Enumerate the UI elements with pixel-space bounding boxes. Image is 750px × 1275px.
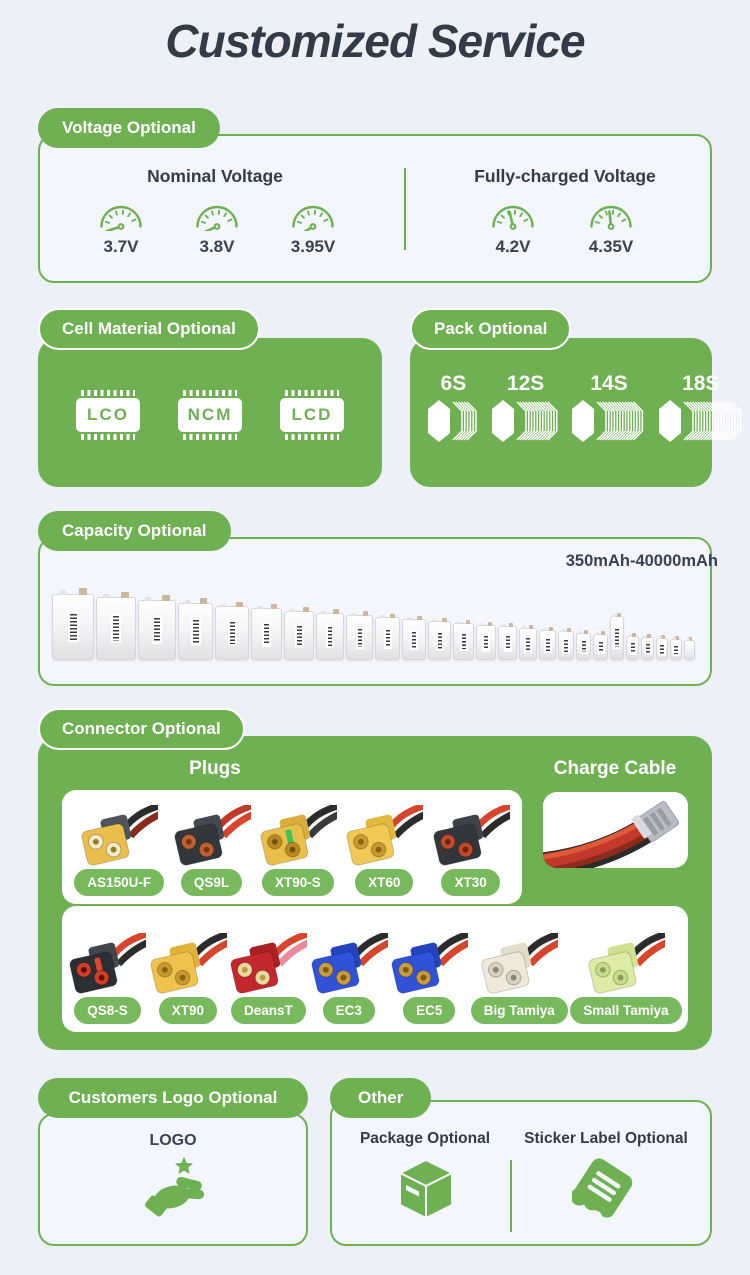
battery-tab [632, 633, 636, 637]
battery-barcode [484, 636, 488, 650]
battery-barcode [546, 639, 550, 651]
battery-cell [656, 638, 668, 660]
plugs-heading: Plugs [189, 758, 241, 779]
battery-tab [466, 620, 470, 624]
sticker-label-icon [572, 1156, 634, 1224]
battery-cell [626, 636, 639, 660]
battery-cell [476, 625, 496, 660]
plug-item-ec3 [310, 933, 388, 1024]
voltage-gauge [268, 200, 358, 257]
battery-barcode [526, 638, 530, 651]
gauge-icon [194, 200, 240, 231]
battery-tab [236, 602, 243, 607]
battery-tab [433, 619, 436, 622]
battery-barcode [154, 618, 160, 642]
plug-label-pill: QS9L [181, 869, 242, 896]
plug-item-big-tamiya [471, 933, 568, 1024]
other-divider [510, 1160, 512, 1232]
hand-star-icon [138, 1155, 210, 1221]
battery-cell [96, 597, 136, 660]
pack-items-row [428, 372, 743, 443]
battery-barcode [674, 646, 678, 654]
plug-label-pill: XT90-S [262, 869, 334, 896]
voltage-value: 3.7V [103, 237, 139, 256]
pack-item-18s [659, 372, 743, 443]
battery-tab [567, 628, 571, 632]
plug-label-pill: EC3 [323, 997, 375, 1024]
battery-barcode [70, 614, 77, 640]
battery-cell [52, 594, 94, 660]
plug-label-pill: XT30 [441, 869, 499, 896]
chip-icons-row [38, 390, 382, 440]
battery-tab [659, 636, 662, 639]
battery-tab [121, 592, 129, 598]
battery-tab [103, 594, 109, 598]
plug-photo-icon [310, 933, 388, 995]
plug-item-as150u-f [74, 805, 164, 896]
battery-cell [251, 608, 282, 660]
gauge-icon [290, 200, 336, 231]
plug-photo-icon [480, 933, 558, 995]
charge-cable-heading: Charge Cable [553, 758, 677, 779]
other-box [330, 1100, 712, 1246]
battery-cell [375, 617, 400, 660]
pack-label: 18S [682, 372, 720, 395]
plug-photo-icon [390, 933, 468, 995]
capacity-optional-badge: Capacity Optional [38, 511, 231, 551]
battery-cell [539, 630, 556, 660]
plug-row-2 [62, 906, 688, 1032]
sticker-label-optional-heading: Sticker Label Optional [524, 1130, 688, 1147]
battery-tab [257, 606, 262, 609]
charge-cable-panel [543, 792, 688, 868]
battery-tab [271, 604, 277, 609]
plug-item-ec5 [390, 933, 468, 1024]
plug-item-xt60 [345, 805, 423, 896]
battery-barcode [230, 622, 235, 644]
pack-label: 6S [440, 372, 467, 395]
plug-label-pill: XT90 [159, 997, 217, 1024]
battery-tab [584, 630, 588, 634]
connector-optional-badge: Connector Optional [38, 708, 245, 750]
battery-barcode [631, 643, 635, 653]
plug-item-xt30 [432, 805, 510, 896]
battery-cell [453, 623, 474, 660]
plug-label-pill: Big Tamiya [471, 997, 568, 1024]
chip-pins [81, 390, 135, 396]
chip-pins [183, 434, 237, 440]
voltage-divider [404, 168, 406, 250]
plug-item-qs9l [173, 805, 251, 896]
pack-item-6s [428, 372, 479, 443]
plug-label-pill: XT60 [355, 869, 413, 896]
fully-charged-voltage-heading: Fully-charged Voltage [474, 166, 656, 186]
battery-cells-row [52, 566, 702, 660]
package-optional-heading: Package Optional [359, 1130, 491, 1147]
battery-tab [417, 616, 422, 620]
battery-tab [162, 595, 170, 601]
battery-cell [670, 639, 682, 660]
battery-tab [185, 600, 190, 604]
chip-icon-lcd [280, 390, 344, 440]
battery-tab [200, 598, 207, 604]
pack-optional-badge: Pack Optional [410, 308, 571, 350]
plug-label-pill: DeansT [231, 997, 306, 1024]
battery-tab [457, 621, 460, 624]
battery-tab [509, 623, 513, 627]
plug-item-qs8-s [68, 933, 146, 1024]
battery-tab [407, 617, 411, 620]
battery-cell [316, 613, 344, 660]
battery-barcode [297, 626, 302, 646]
battery-tab [579, 631, 582, 634]
battery-cell [346, 615, 373, 660]
battery-barcode [582, 641, 586, 652]
battery-tab [629, 634, 632, 637]
battery-tab [687, 638, 690, 641]
battery-barcode [328, 627, 332, 646]
battery-tab [488, 622, 492, 626]
battery-tab [221, 604, 226, 607]
pack-item-14s [572, 372, 645, 443]
battery-cell [641, 637, 654, 660]
package-box-icon [396, 1158, 456, 1222]
voltage-value: 4.35V [588, 237, 634, 256]
battery-tab [442, 618, 447, 622]
plug-photo-icon [587, 933, 665, 995]
plug-label-pill: Small Tamiya [570, 997, 681, 1024]
battery-cell [519, 628, 537, 660]
battery-tab [613, 614, 616, 617]
charge-cable-icon [543, 792, 688, 868]
chip-label: LCO [76, 398, 140, 432]
battery-cell [284, 611, 314, 660]
battery-barcode [193, 620, 199, 643]
battery-cell [402, 619, 426, 660]
chip-icon-lco [76, 390, 140, 440]
voltage-value: 4.2V [495, 237, 531, 256]
chip-pins [285, 434, 339, 440]
pack-optional-box [410, 338, 720, 487]
gauge-icon [588, 200, 634, 231]
plug-photo-icon [432, 805, 510, 867]
battery-cell [428, 621, 451, 660]
chip-icon-ncm [178, 390, 242, 440]
plug-item-xt90 [149, 933, 227, 1024]
battery-cell [593, 634, 608, 660]
page-title: Customized Service [165, 15, 585, 67]
battery-cell [610, 616, 624, 660]
battery-barcode [358, 629, 362, 647]
chip-label: NCM [178, 398, 242, 432]
plug-label-pill: EC5 [403, 997, 455, 1024]
gauge-icon [490, 200, 536, 231]
voltage-gauge [76, 200, 166, 257]
battery-barcode [386, 630, 390, 647]
battery-tab [480, 623, 483, 626]
battery-barcode [438, 633, 442, 649]
battery-tab [502, 624, 505, 627]
plugs-panel-row2 [62, 906, 688, 1032]
pack-item-12s [492, 372, 560, 443]
plug-item-deanst [229, 933, 307, 1024]
battery-barcode [113, 616, 119, 641]
plug-photo-icon [173, 805, 251, 867]
battery-tab [390, 614, 395, 618]
battery-tab [644, 635, 647, 638]
plug-row-1 [62, 790, 522, 904]
battery-tab [303, 607, 309, 612]
battery-cell [576, 633, 591, 660]
voltage-gauge [172, 200, 262, 257]
voltage-value: 3.95V [290, 237, 336, 256]
battery-barcode [646, 644, 650, 653]
battery-tab [549, 627, 553, 631]
battery-tab [523, 626, 526, 629]
battery-barcode [506, 636, 510, 650]
battery-tab [363, 611, 368, 616]
pack-stack-icon [492, 399, 560, 443]
voltage-gauge [468, 200, 558, 257]
battery-tab [79, 588, 87, 595]
voltage-optional-badge: Voltage Optional [38, 108, 220, 148]
chip-label: LCD [280, 398, 344, 432]
battery-tab [351, 613, 355, 616]
battery-tab [617, 613, 621, 617]
battery-cell [498, 626, 517, 660]
battery-tab [380, 615, 384, 618]
battery-tab [529, 625, 533, 629]
plug-item-small-tamiya [570, 933, 681, 1024]
pack-stack-icon [572, 399, 645, 443]
battery-barcode [599, 642, 603, 652]
fully-charged-voltage-gauges [468, 200, 656, 257]
battery-tab [543, 628, 546, 631]
plug-photo-icon [229, 933, 307, 995]
other-badge: Other [330, 1078, 431, 1118]
battery-cell [138, 600, 176, 660]
plug-photo-icon [80, 805, 158, 867]
plugs-panel-row1 [62, 790, 522, 904]
nominal-voltage-heading: Nominal Voltage [147, 166, 283, 186]
gauge-icon [98, 200, 144, 231]
battery-barcode [264, 624, 269, 645]
battery-tab [647, 634, 651, 638]
battery-barcode [462, 634, 466, 649]
battery-cell [215, 606, 249, 660]
customers-logo-badge: Customers Logo Optional [38, 1078, 308, 1118]
plug-label-pill: QS8-S [74, 997, 141, 1024]
nominal-voltage-gauges [76, 200, 358, 257]
chip-pins [81, 434, 135, 440]
capacity-range-text: 350mAh-40000mAh [565, 552, 718, 570]
plug-photo-icon [68, 933, 146, 995]
battery-barcode [615, 629, 619, 647]
battery-barcode [412, 632, 416, 648]
cell-material-box [38, 338, 382, 487]
voltage-gauge [566, 200, 656, 257]
battery-cell [684, 640, 695, 660]
battery-cell [558, 631, 574, 660]
battery-tab [601, 631, 605, 635]
plug-label-pill: AS150U-F [74, 869, 164, 896]
battery-tab [290, 609, 295, 612]
logo-label: LOGO [149, 1132, 197, 1149]
voltage-value: 3.8V [199, 237, 235, 256]
battery-tab [562, 629, 565, 632]
pack-stack-icon [659, 399, 743, 443]
plug-photo-icon [259, 805, 337, 867]
battery-tab [673, 637, 676, 640]
battery-tab [145, 597, 151, 601]
battery-cell [178, 603, 213, 660]
plug-photo-icon [149, 933, 227, 995]
cell-material-badge: Cell Material Optional [38, 308, 260, 350]
battery-barcode [660, 645, 664, 654]
chip-pins [285, 390, 339, 396]
pack-label: 12S [506, 372, 545, 395]
battery-barcode [564, 640, 568, 652]
battery-tab [596, 632, 599, 635]
battery-tab [60, 590, 66, 595]
chip-pins [183, 390, 237, 396]
battery-tab [333, 609, 339, 614]
plug-item-xt90-s [259, 805, 337, 896]
battery-tab [321, 611, 325, 614]
pack-label: 14S [590, 372, 628, 395]
pack-stack-icon [428, 399, 479, 443]
plug-photo-icon [345, 805, 423, 867]
